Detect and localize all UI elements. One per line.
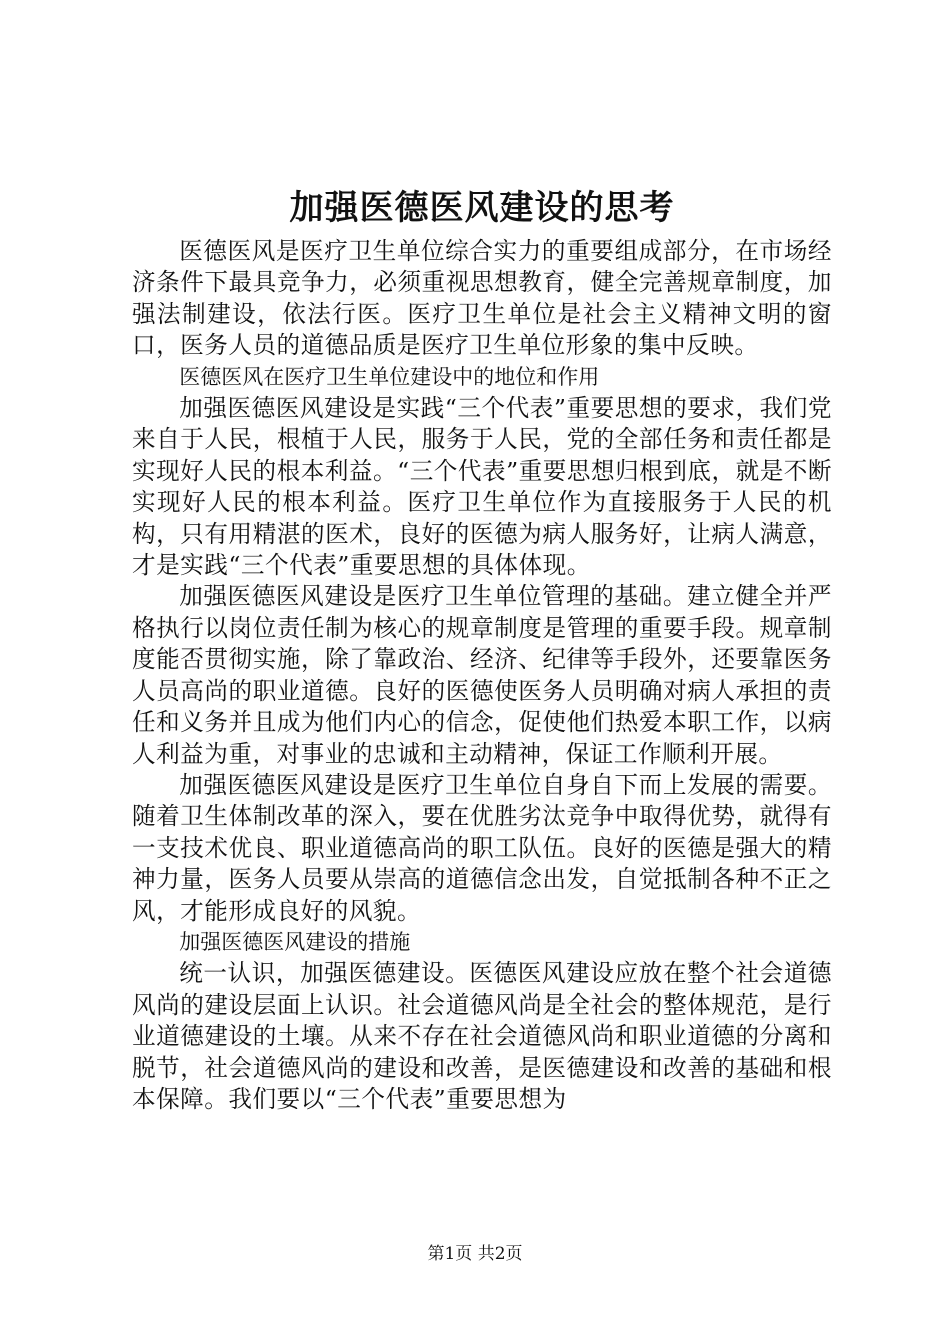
page-footer: 第1页 共2页: [427, 1244, 523, 1264]
document-page: [132, 180, 832, 1115]
section-heading-role: 医德医风在医疗卫生单位建设中的地位和作用: [179, 364, 600, 389]
paragraph-intro: 医德医风是医疗卫生单位综合实力的重要组成部分，在市场经济条件下最具竞争力，必须重视思想教育，健全完善规章制度，加强法制建设，依法行医。医疗卫生单位是社会主义精神文明的窗口，医务人员的道德品质是医疗卫生单位形象的集中反映。: [132, 237, 832, 360]
section-heading-measures: 加强医德医风建设的措施: [179, 929, 411, 954]
paragraph-unify-understanding: 统一认识，加强医德建设。医德医风建设应放在整个社会道德风尚的建设层面上认识。社会道德风尚是全社会的整体规范，是行业道德建设的土壤。从来不存在社会道德风尚和职业道德的分离和脱节，社会道德风尚的建设和改善，是医德建设和改善的基础和根本保障。我们要以“三个代表”重要思想为: [132, 959, 832, 1113]
paragraph-three-represents: 加强医德医风建设是实践“三个代表”重要思想的要求，我们党来自于人民，根植于人民，服务于人民，党的全部任务和责任都是实现好人民的根本利益。“三个代表”重要思想归根到底，就是不断实现好人民的根本利益。医疗卫生单位作为直接服务于人民的机构，只有用精湛的医术，良好的医德为病人服务好，让病人满意，才是实践“三个代表”重要思想的具体体现。: [132, 394, 832, 580]
paragraph-management-basis: 加强医德医风建设是医疗卫生单位管理的基础。建立健全并严格执行以岗位责任制为核心的规章制度是管理的重要手段。规章制度能否贯彻实施，除了靠政治、经济、纪律等手段外，还要靠医务人员高尚的职业道德。良好的医德使医务人员明确对病人承担的责任和义务并且成为他们内心的信念，促使他们热爱本职工作，以病人利益为重，对事业的忠诚和主动精神，保证工作顺利开展。: [132, 582, 832, 768]
document-title: 加强医德医风建设的思考: [289, 188, 675, 228]
document-body: [132, 236, 832, 1115]
paragraph-development-need: 加强医德医风建设是医疗卫生单位自身自下而上发展的需要。随着卫生体制改革的深入，要在优胜劣汰竞争中取得优势，就得有一支技术优良、职业道德高尚的职工队伍。良好的医德是强大的精神力量，医务人员要从崇高的道德信念出发，自觉抵制各种不正之风，才能形成良好的风貌。: [132, 770, 832, 925]
